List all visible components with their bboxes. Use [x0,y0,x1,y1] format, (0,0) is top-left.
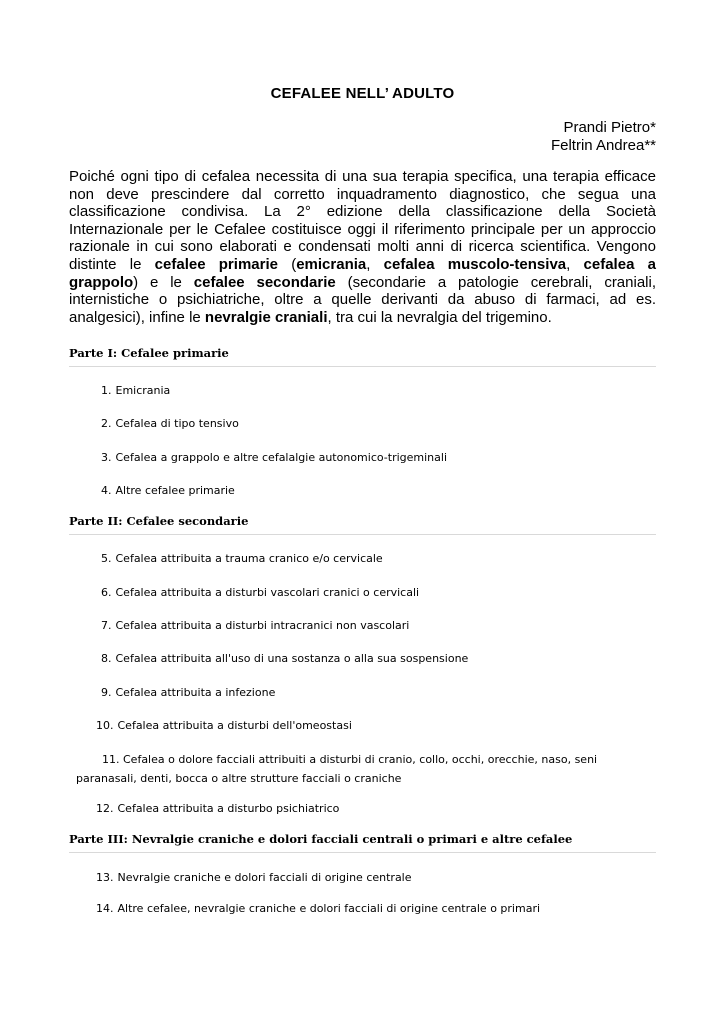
item-number: 5. [101,552,112,565]
item-text: Cefalea attribuita a infezione [115,686,276,699]
list-item [101,552,383,565]
item-number: 11. [102,753,120,766]
intro-bold-term: cefalee primarie [154,255,278,273]
section-heading: Parte III: Nevralgie craniche e dolori facciali centrali o primari e altre cefalee [69,832,656,853]
list-item [101,619,409,632]
item-text: Cefalea attribuita all'uso di una sostanza o alla sua sospensione [115,652,469,665]
authors-block [551,119,656,155]
item-text: Cefalea attribuita a disturbi vascolari cranici o cervicali [115,586,420,599]
list-item [101,652,468,665]
list-item [96,902,540,915]
list-item [96,719,352,732]
section-heading: Parte I: Cefalee primarie [69,346,656,367]
item-number: 2. [101,417,112,430]
intro-text: Poiché ogni tipo di cefalea necessita di una sua terapia specifica, una terapia efficace non deve prescindere dal corretto inquadramento diagnostico, che segua una classificazione condivisa. La 2° edizione della classificazione della Società Internazionale per le Cefalee costituisce oggi il riferimento principale per un approccio razionale in cui sono elaborati e condensati molti anni di ricerca scientifica. Vengono distinte le [69,168,656,273]
item-number: 3. [101,451,112,464]
item-number: 1. [101,384,112,397]
intro-text: , [566,255,584,273]
item-number: 14. [96,902,114,915]
item-number: 10. [96,719,114,732]
author-name: Prandi Pietro* [563,119,656,136]
intro-text: ( [277,255,297,273]
intro-text: , tra cui la nevralgia del trigemino. [327,308,552,326]
item-text: Cefalea a grappolo e altre cefalalgie autonomico-trigeminali [115,451,448,464]
item-number: 9. [101,686,112,699]
list-item [76,750,656,788]
list-item [101,686,275,699]
intro-bold-term: cefalea a grappolo [69,255,656,291]
intro-paragraph [69,168,656,326]
intro-bold-term: cefalee secondarie [193,273,336,291]
item-number: 4. [101,484,112,497]
item-number: 12. [96,802,114,815]
item-text: Nevralgie craniche e dolori facciali di origine centrale [117,871,412,884]
author-name: Feltrin Andrea** [550,137,656,154]
item-number: 6. [101,586,112,599]
intro-bold-term: nevralgie craniali [204,308,328,326]
intro-text: (secondarie a patologie cerebrali, craniali, internistiche o psichiatriche, oltre a quelle derivanti da abuso di farmaci, ad es. analgesici), infine le [69,273,657,326]
item-text: Altre cefalee primarie [115,484,235,497]
intro-text: , [366,255,384,273]
item-number: 13. [96,871,114,884]
intro-bold-term: emicrania [296,255,367,273]
document-title: CEFALEE NELL’ ADULTO [270,85,455,102]
list-item [101,417,239,430]
intro-bold-term: cefalea muscolo-tensiva [383,255,567,273]
item-number: 8. [101,652,112,665]
list-item [96,871,412,884]
item-text: Cefalea attribuita a disturbo psichiatrico [117,802,340,815]
section-heading: Parte II: Cefalee secondarie [69,514,656,535]
item-text: Altre cefalee, nevralgie craniche e dolori facciali di origine centrale o primari [117,902,541,915]
intro-text: ) e le [133,273,194,291]
item-text: Emicrania [115,384,171,397]
item-number: 7. [101,619,112,632]
list-item [101,451,447,464]
item-text: Cefalea di tipo tensivo [115,417,239,430]
list-item [101,384,170,397]
item-text: Cefalea attribuita a trauma cranico e/o cervicale [115,552,383,565]
item-text: Cefalea attribuita a disturbi dell'omeostasi [117,719,352,732]
list-item [96,802,339,815]
item-text: Cefalea o dolore facciali attribuiti a disturbi di cranio, collo, occhi, orecchie, naso, seni paranasali, denti, bocca o altre strutture facciali o craniche [76,753,598,785]
list-item [101,484,235,497]
list-item [101,586,419,599]
item-text: Cefalea attribuita a disturbi intracranici non vascolari [115,619,410,632]
